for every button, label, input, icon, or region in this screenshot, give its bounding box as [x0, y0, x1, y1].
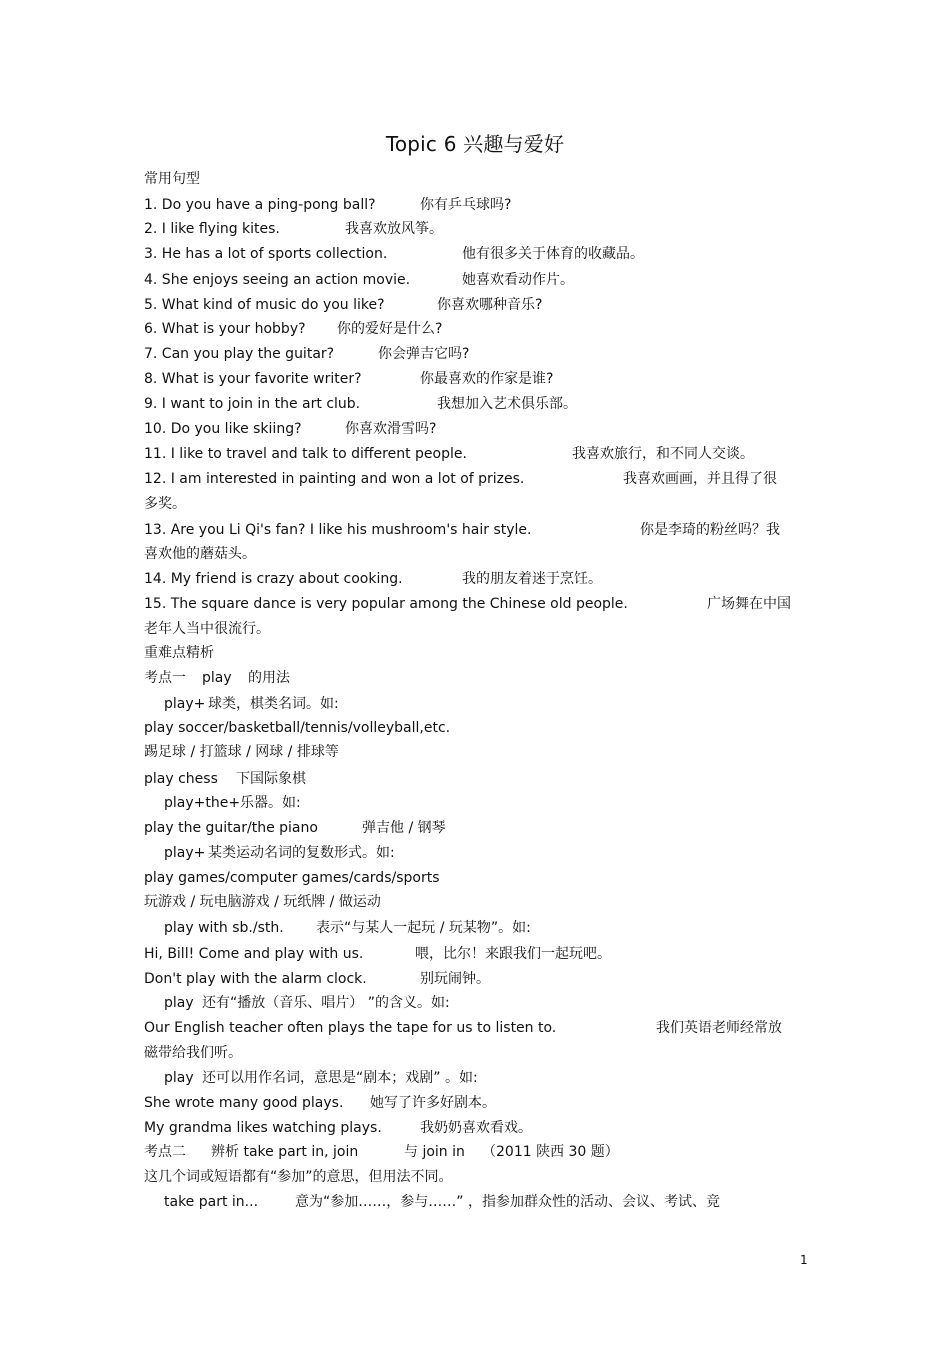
point1-word: play — [202, 670, 232, 686]
example-6-cn: 别玩闹钟。 — [420, 971, 490, 987]
sentence-6-cn: 你的爱好是什么? — [337, 321, 443, 337]
rule-5-cn: 还有“播放（音乐、唱片） ”的含义。如: — [202, 995, 450, 1011]
sentence-9-cn: 我想加入艺术俱乐部。 — [437, 396, 577, 412]
sentence-1-en: 1. Do you have a ping-pong ball? — [144, 197, 376, 213]
sentence-13-en: 13. Are you Li Qi's fan? I like his mushroom's hair style. — [144, 522, 532, 538]
example-6: Don't play with the alarm clock. — [144, 971, 367, 987]
sentence-13-cn-cont: 喜欢他的蘑菇头。 — [144, 546, 256, 562]
example-5: Hi, Bill! Come and play with us. — [144, 946, 364, 962]
rule-1-cn: 球类，棋类名词。如: — [208, 696, 339, 712]
example-3-cn: 弹吉他 / 钢琴 — [362, 820, 446, 836]
example-4: play games/computer games/cards/sports — [144, 870, 440, 886]
example-7: Our English teacher often plays the tape for us to listen to. — [144, 1020, 557, 1036]
page-title: Topic 6 兴趣与爱好 — [385, 132, 565, 156]
rule-1-en: play+ — [164, 696, 206, 712]
sentence-10-en: 10. Do you like skiing? — [144, 421, 302, 437]
sentence-13-cn: 你是李琦的粉丝吗？我 — [640, 522, 780, 538]
point1-suffix: 的用法 — [248, 670, 290, 686]
sentence-12-cn-cont: 多奖。 — [144, 496, 186, 512]
sentence-4-cn: 她喜欢看动作片。 — [462, 272, 574, 288]
sentence-2-cn: 我喜欢放风筝。 — [345, 221, 443, 237]
point1-label: 考点一 — [144, 670, 186, 686]
sentence-1-cn: 你有乒乓球吗? — [420, 197, 512, 213]
sentence-8-cn: 你最喜欢的作家是谁? — [420, 371, 554, 387]
section-heading: 重难点精析 — [144, 645, 214, 661]
sentence-11-cn: 我喜欢旅行，和不同人交谈。 — [572, 446, 754, 462]
sentence-7-en: 7. Can you play the guitar? — [144, 346, 335, 362]
point2-text1: 辨析 take part in, join — [211, 1144, 359, 1160]
point2-rule-1-cn: 意为“参加……，参与……” ，指参加群众性的活动、会议、考试、竞 — [295, 1194, 720, 1210]
sentence-15-cn: 广场舞在中国 — [707, 596, 791, 612]
section-heading: 常用句型 — [144, 171, 200, 187]
example-1: play soccer/basketball/tennis/volleyball,etc. — [144, 720, 451, 736]
point2-label: 考点二 — [144, 1144, 186, 1160]
rule-6-cn: 还可以用作名词，意思是“剧本；戏剧” 。如: — [202, 1070, 478, 1086]
rule-2-cn: 乐器。如: — [240, 795, 301, 811]
rule-4-cn: 表示“与某人一起玩 / 玩某物”。如: — [316, 920, 531, 936]
example-3: play the guitar/the piano — [144, 820, 318, 836]
example-7-cn-cont: 磁带给我们听。 — [144, 1045, 242, 1061]
point2-text2: 与 join in — [404, 1144, 465, 1160]
rule-4-en: play with sb./sth. — [164, 920, 284, 936]
sentence-10-cn: 你喜欢滑雪吗? — [345, 421, 437, 437]
sentence-4-en: 4. She enjoys seeing an action movie. — [144, 272, 411, 288]
sentence-12-cn: 我喜欢画画，并且得了很 — [623, 471, 777, 487]
example-7-cn: 我们英语老师经常放 — [656, 1020, 782, 1036]
sentence-3-en: 3. He has a lot of sports collection. — [144, 246, 388, 262]
sentence-11-en: 11. I like to travel and talk to different people. — [144, 446, 467, 462]
example-4-cn: 玩游戏 / 玩电脑游戏 / 玩纸牌 / 做运动 — [144, 894, 381, 910]
example-2-cn: 下国际象棋 — [236, 771, 306, 787]
point2-rule-1-en: take part in... — [164, 1194, 259, 1210]
sentence-2-en: 2. I like flying kites. — [144, 221, 280, 237]
sentence-14-en: 14. My friend is crazy about cooking. — [144, 571, 403, 587]
sentence-12-en: 12. I am interested in painting and won a lot of prizes. — [144, 471, 525, 487]
example-8-cn: 她写了许多好剧本。 — [370, 1095, 496, 1111]
rule-3-en: play+ — [164, 845, 206, 861]
example-9-cn: 我奶奶喜欢看戏。 — [420, 1120, 532, 1136]
sentence-6-en: 6. What is your hobby? — [144, 321, 306, 337]
point2-text3: （2011 陕西 30 题） — [482, 1144, 619, 1160]
rule-5-en: play — [164, 995, 194, 1011]
example-1-cn: 踢足球 / 打篮球 / 网球 / 排球等 — [144, 744, 339, 760]
page-number: 1 — [800, 1253, 808, 1267]
sentence-3-cn: 他有很多关于体育的收藏品。 — [462, 246, 644, 262]
rule-2-en: play+the+ — [164, 795, 241, 811]
example-2: play chess — [144, 771, 218, 787]
sentence-15-en: 15. The square dance is very popular among the Chinese old people. — [144, 596, 628, 612]
sentence-5-en: 5. What kind of music do you like? — [144, 297, 385, 313]
sentence-14-cn: 我的朋友着迷于烹饪。 — [462, 571, 602, 587]
sentence-9-en: 9. I want to join in the art club. — [144, 396, 361, 412]
rule-6-en: play — [164, 1070, 194, 1086]
sentence-15-cn-cont: 老年人当中很流行。 — [144, 621, 270, 637]
example-8: She wrote many good plays. — [144, 1095, 344, 1111]
sentence-7-cn: 你会弹吉它吗? — [378, 346, 470, 362]
sentence-5-cn: 你喜欢哪种音乐? — [437, 297, 543, 313]
point2-desc: 这几个词或短语都有“参加”的意思，但用法不同。 — [144, 1169, 453, 1185]
sentence-8-en: 8. What is your favorite writer? — [144, 371, 362, 387]
example-9: My grandma likes watching plays. — [144, 1120, 382, 1136]
example-5-cn: 喂，比尔！来跟我们一起玩吧。 — [415, 946, 611, 962]
rule-3-cn: 某类运动名词的复数形式。如: — [208, 845, 395, 861]
